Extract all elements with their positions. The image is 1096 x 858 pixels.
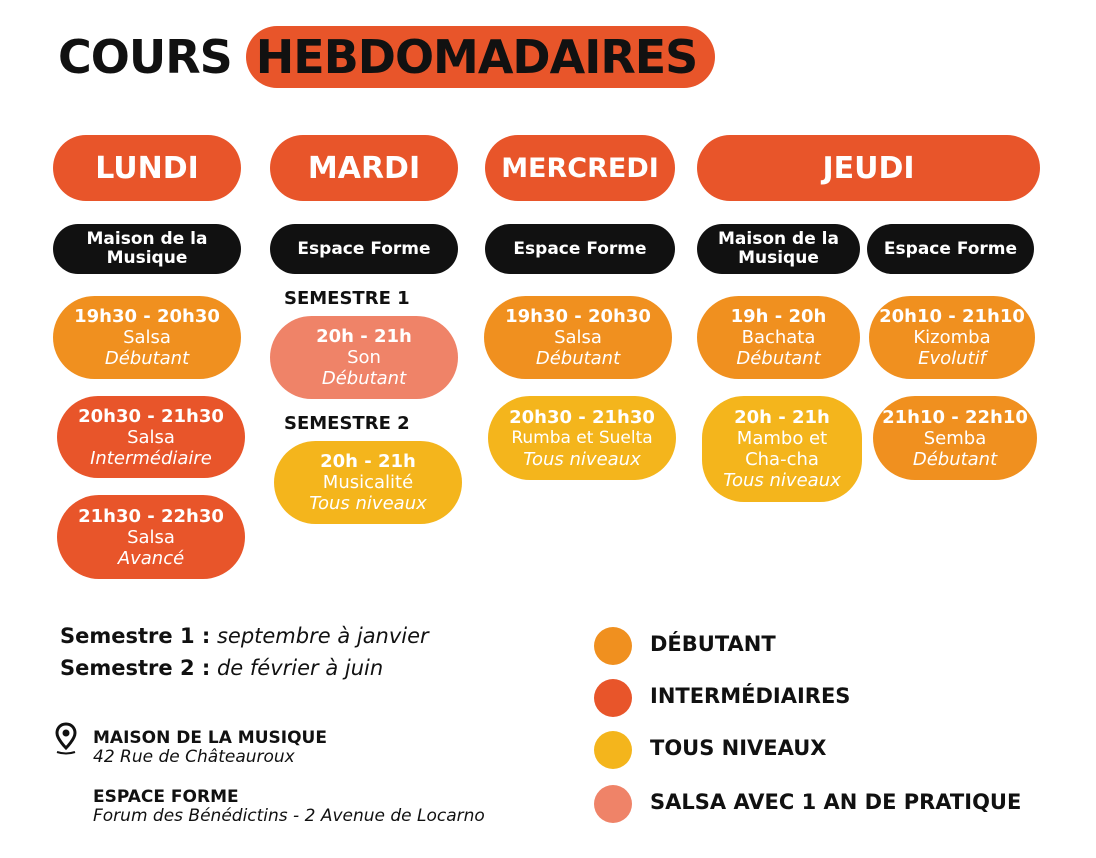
class-time: 20h - 21h xyxy=(316,326,412,347)
class-level: Tous niveaux xyxy=(523,448,641,470)
class-time: 20h30 - 21h30 xyxy=(509,406,655,428)
class-card-jeudi-3 xyxy=(869,296,1035,379)
class-card-jeudi-2 xyxy=(702,396,862,502)
legend-dot-salsa-pratique xyxy=(594,785,632,823)
class-level: Débutant xyxy=(104,348,190,369)
location-name: ESPACE FORME xyxy=(93,787,239,807)
class-card-mardi-1 xyxy=(270,316,458,399)
page-title xyxy=(58,26,715,88)
semester-2-value: de février à juin xyxy=(216,656,384,680)
class-style-line-2: Cha-cha xyxy=(745,449,819,470)
semester-1-info xyxy=(60,624,429,648)
semester-2-heading: SEMESTRE 2 xyxy=(284,413,410,434)
class-level: Tous niveaux xyxy=(309,493,427,514)
title-part-1: COURS xyxy=(58,30,232,84)
venue-mardi: Espace Forme xyxy=(270,224,458,274)
legend-label-tous-niveaux: TOUS NIVEAUX xyxy=(650,736,827,760)
day-header-mercredi: MERCREDI xyxy=(485,135,675,201)
semester-2-label: Semestre 2 : xyxy=(60,656,211,680)
legend-dot-tous-niveaux xyxy=(594,731,632,769)
venue-jeudi-maison xyxy=(697,224,860,274)
class-card-jeudi-4 xyxy=(873,396,1037,480)
semester-1-label: Semestre 1 : xyxy=(60,624,211,648)
venue-line-2: Musique xyxy=(106,248,188,268)
class-level: Tous niveaux xyxy=(723,470,841,491)
class-time: 20h - 21h xyxy=(320,451,416,472)
location-pin-icon xyxy=(54,722,78,756)
class-time: 21h30 - 22h30 xyxy=(78,505,224,527)
semester-1-value: septembre à janvier xyxy=(216,624,429,648)
location-name: MAISON DE LA MUSIQUE xyxy=(93,728,327,748)
semester-1-heading: SEMESTRE 1 xyxy=(284,288,410,309)
class-level: Débutant xyxy=(535,348,621,369)
class-card-mercredi-2 xyxy=(488,396,676,480)
legend-dot-debutant xyxy=(594,627,632,665)
location-espace xyxy=(93,788,485,826)
class-level: Evolutif xyxy=(918,348,986,369)
title-part-2-highlight: HEBDOMADAIRES xyxy=(246,26,716,88)
class-time: 20h - 21h xyxy=(734,407,830,428)
class-level: Intermédiaire xyxy=(90,447,212,469)
venue-line-1: Maison de la xyxy=(86,229,208,249)
class-style: Musicalité xyxy=(322,472,414,493)
venue-line-1: Maison de la xyxy=(718,229,839,249)
class-card-mercredi-1 xyxy=(484,296,672,379)
class-time: 21h10 - 22h10 xyxy=(882,406,1028,428)
class-level: Débutant xyxy=(912,448,998,470)
class-style: Salsa xyxy=(554,327,602,348)
class-card-lundi-3 xyxy=(57,495,245,579)
class-time: 19h30 - 20h30 xyxy=(74,306,220,327)
class-style: Salsa xyxy=(127,426,175,448)
class-style: Son xyxy=(347,347,381,368)
class-level: Débutant xyxy=(321,368,407,389)
class-time: 20h10 - 21h10 xyxy=(879,306,1025,327)
day-header-lundi: LUNDI xyxy=(53,135,241,201)
legend-dot-intermediaires xyxy=(594,679,632,717)
class-style-line-1: Mambo et xyxy=(736,428,828,449)
venue-jeudi-espace: Espace Forme xyxy=(867,224,1034,274)
class-style: Semba xyxy=(923,427,987,449)
class-card-mardi-2 xyxy=(274,441,462,524)
class-card-jeudi-1 xyxy=(697,296,860,379)
day-header-mardi: MARDI xyxy=(270,135,458,201)
class-style: Salsa xyxy=(127,526,175,548)
legend-label-intermediaires: INTERMÉDIAIRES xyxy=(650,684,851,708)
class-time: 20h30 - 21h30 xyxy=(78,405,224,427)
class-style: Kizomba xyxy=(913,327,991,348)
class-level: Débutant xyxy=(736,348,821,369)
venue-line-2: Musique xyxy=(738,248,819,268)
location-maison xyxy=(93,729,327,767)
location-address: Forum des Bénédictins - 2 Avenue de Locarno xyxy=(93,806,485,826)
semester-2-info xyxy=(60,656,383,680)
venue-lundi xyxy=(53,224,241,274)
class-style: Bachata xyxy=(741,327,816,348)
class-time: 19h - 20h xyxy=(730,306,827,327)
class-level: Avancé xyxy=(117,547,185,569)
day-header-jeudi: JEUDI xyxy=(697,135,1040,201)
legend-label-salsa-pratique: SALSA AVEC 1 AN DE PRATIQUE xyxy=(650,790,1022,814)
class-style: Rumba et Suelta xyxy=(511,427,653,448)
venue-mercredi: Espace Forme xyxy=(485,224,675,274)
class-time: 19h30 - 20h30 xyxy=(505,306,651,327)
location-address: 42 Rue de Châteauroux xyxy=(93,747,295,767)
class-style: Salsa xyxy=(123,327,171,348)
class-card-lundi-2 xyxy=(57,396,245,478)
class-card-lundi-1 xyxy=(53,296,241,379)
legend-label-debutant: DÉBUTANT xyxy=(650,632,776,656)
